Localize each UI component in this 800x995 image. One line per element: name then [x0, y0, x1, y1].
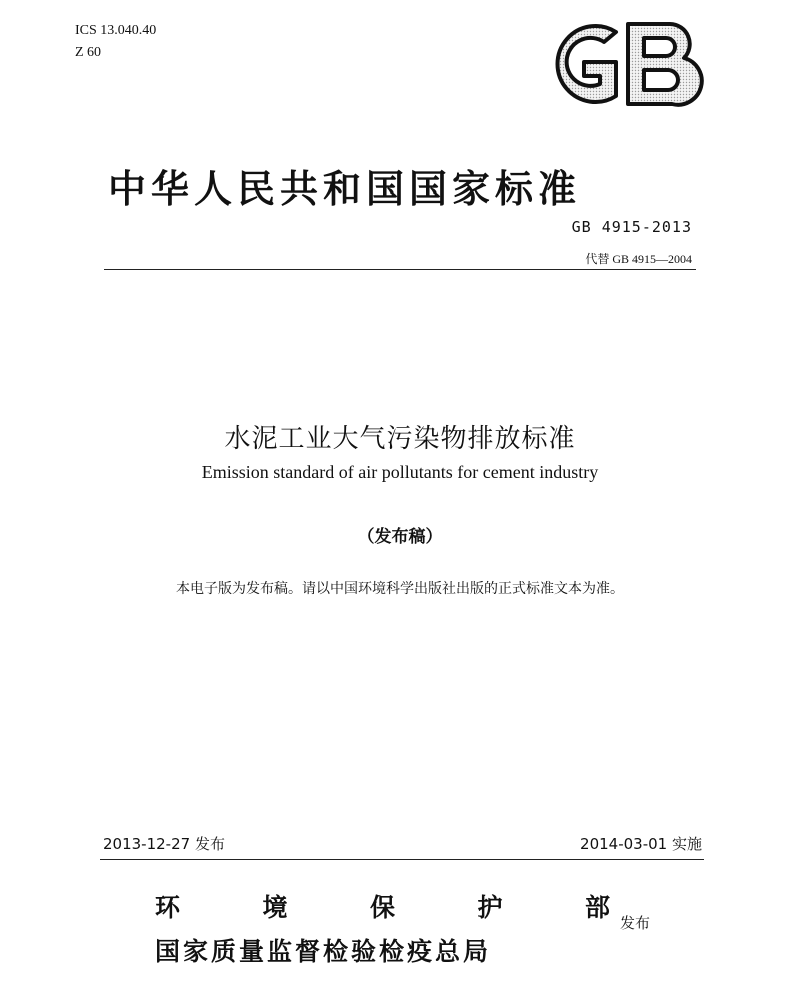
gb-logo [538, 18, 704, 110]
issuer-char: 环 [155, 893, 181, 922]
publish-label: 发布 [620, 914, 651, 932]
issue-date: 2013-12-27 发布 [103, 835, 225, 853]
ics-code: ICS 13.040.40 [75, 23, 157, 38]
edition-notice: 本电子版为发布稿。请以中国环境科学出版社出版的正式标准文本为准。 [176, 581, 624, 597]
issuer-char: 保 [369, 893, 395, 922]
issuer-aqsiq: 国家质量监督检验检疫总局 [155, 937, 492, 966]
replaces-standard: 代替 GB 4915—2004 [585, 252, 692, 266]
footer-divider [100, 859, 704, 860]
draft-label: （发布稿） [357, 527, 443, 547]
header-divider [104, 269, 696, 270]
issuer-ministry [155, 888, 610, 924]
national-standard-title: 中华人民共和国国家标准 [108, 167, 582, 211]
implementation-date: 2014-03-01 实施 [580, 835, 702, 853]
document-title-chinese: 水泥工业大气污染物排放标准 [224, 424, 576, 454]
issuer-char: 护 [477, 893, 503, 922]
issuer-char: 境 [262, 893, 288, 922]
classification-code: Z 60 [75, 45, 102, 60]
issuer-char: 部 [584, 893, 610, 922]
document-title-english: Emission standard of air pollutants for cement industry [201, 462, 599, 482]
standard-number: GB 4915-2013 [571, 218, 692, 236]
